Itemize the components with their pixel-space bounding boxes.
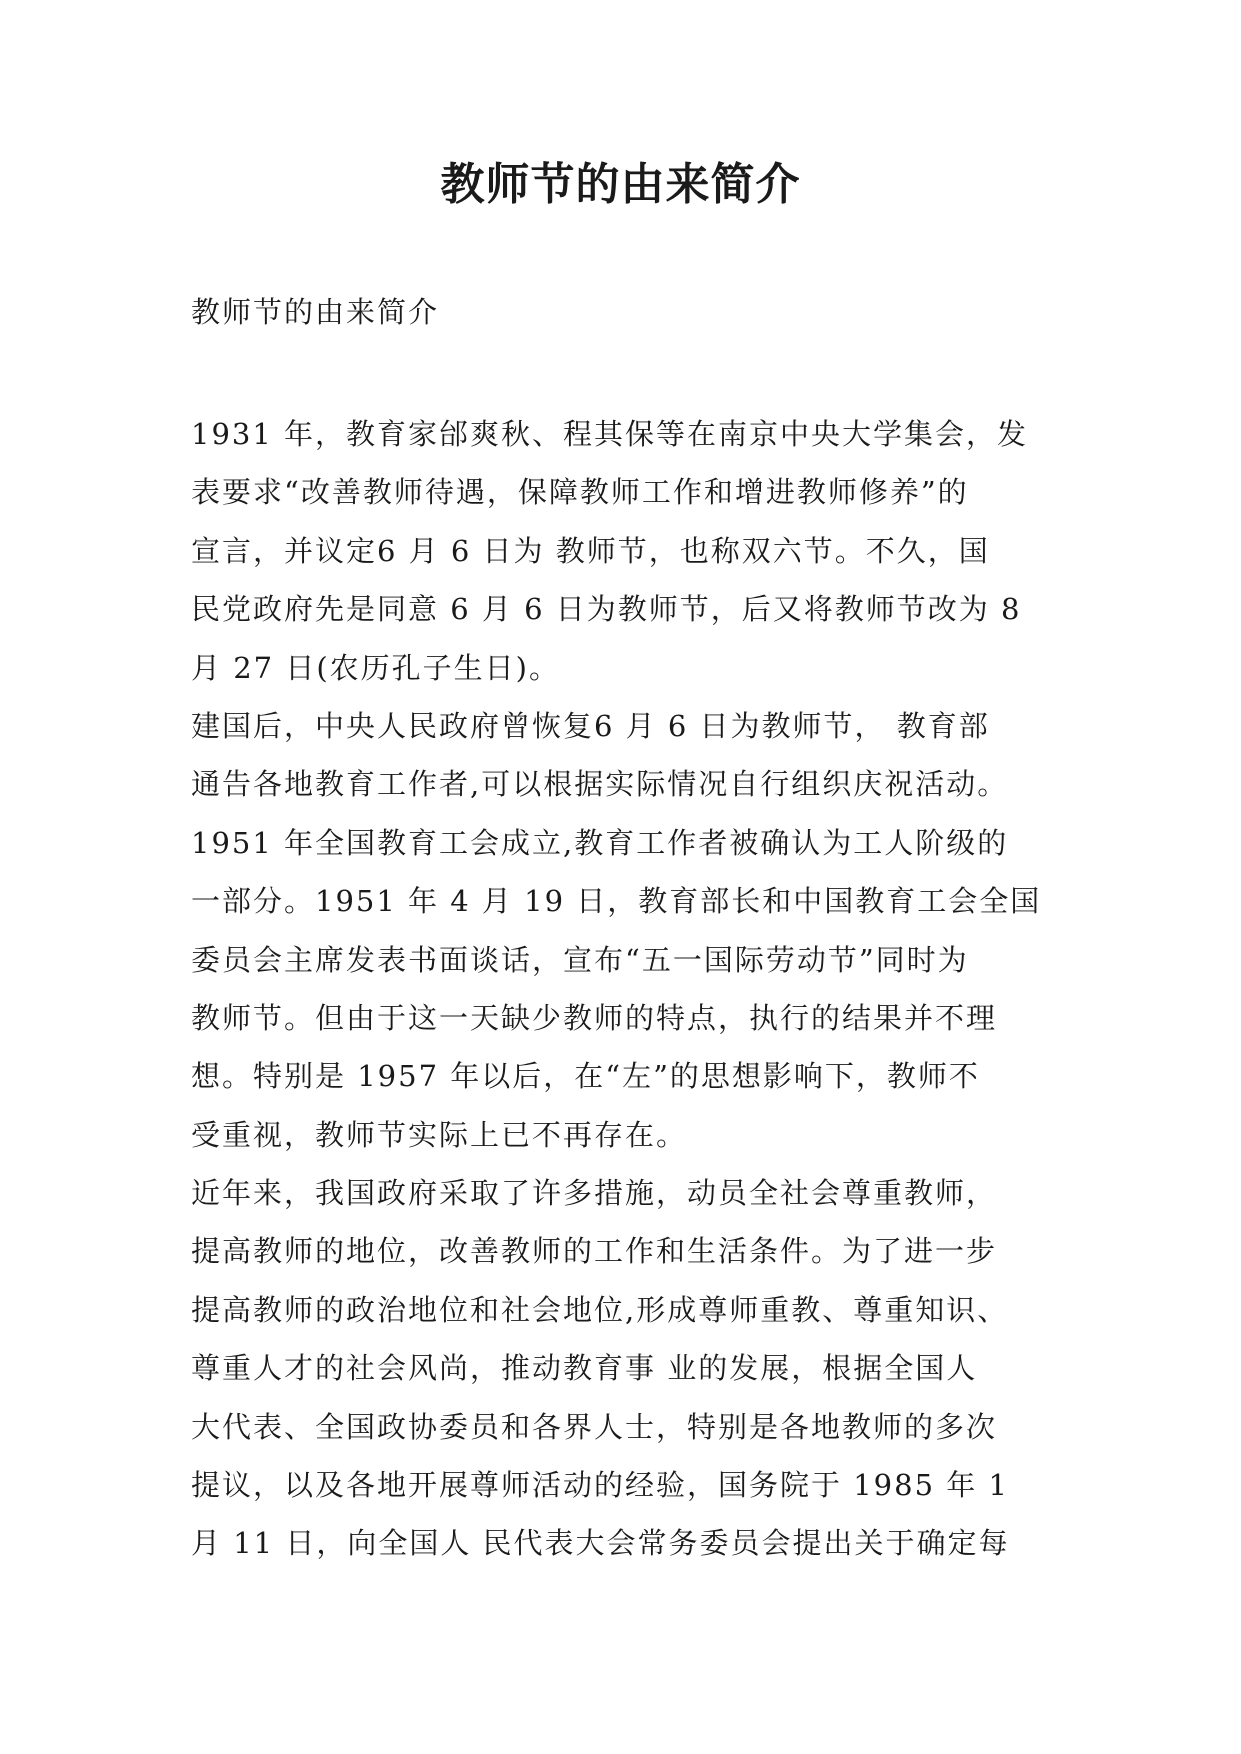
body-line: 想。特别是 1957 年以后，在“左”的思想影响下，教师不 [191,1059,980,1094]
body-line: 受重视，教师节实际上已不再存在。 [191,1117,688,1152]
body-line: 宣言，并议定6 月 6 日为 教师节，也称双六节。不久，国 [191,533,990,568]
body-line: 月 27 日(农历孔子生日)。 [191,650,560,685]
body-line: 1931 年，教育家邰爽秋、程其保等在南京中央大学集会，发 [191,417,1029,451]
body-line: 通告各地教育工作者,可以根据实际情况自行组织庆祝活动。 [191,767,1009,802]
body-line: 近年来，我国政府采取了许多措施，动员全社会尊重教师， [191,1176,998,1211]
body-line: 教师节。但由于这一天缺少教师的特点，执行的结果并不理 [191,1000,998,1035]
body-line: 提高教师的政治地位和社会地位,形成尊师重教、尊重知识、 [191,1292,1009,1327]
document-body [191,405,1061,1573]
body-line: 建国后，中央人民政府曾恢复6 月 6 日为教师节， 教育部 [191,708,990,743]
document-title: 教师节的由来简介 [440,159,801,210]
body-line: 尊重人才的社会风尚，推动教育事 业的发展，根据全国人 [191,1351,978,1386]
body-line: 民党政府先是同意 6 月 6 日为教师节，后又将教师节改为 8 [191,592,1022,627]
body-line: 提议，以及各地开展尊师活动的经验，国务院于 1985 年 1 [191,1468,1009,1503]
body-line: 提高教师的地位，改善教师的工作和生活条件。为了进一步 [191,1234,998,1269]
body-line: 大代表、全国政协委员和各界人士，特别是各地教师的多次 [191,1409,998,1444]
body-line: 委员会主席发表书面谈话，宣布“五一国际劳动节”同时为 [191,942,969,977]
body-line: 月 11 日，向全国人 民代表大会常务委员会提出关于确定每 [191,1526,1010,1561]
body-line: 一部分。1951 年 4 月 19 日，教育部长和中国教育工会全国 [191,884,1042,919]
document-subtitle: 教师节的由来简介 [191,295,440,329]
body-line: 1951 年全国教育工会成立,教育工作者被确认为工人阶级的 [191,825,1009,860]
body-line: 表要求“改善教师待遇，保障教师工作和增进教师修养”的 [191,475,969,510]
